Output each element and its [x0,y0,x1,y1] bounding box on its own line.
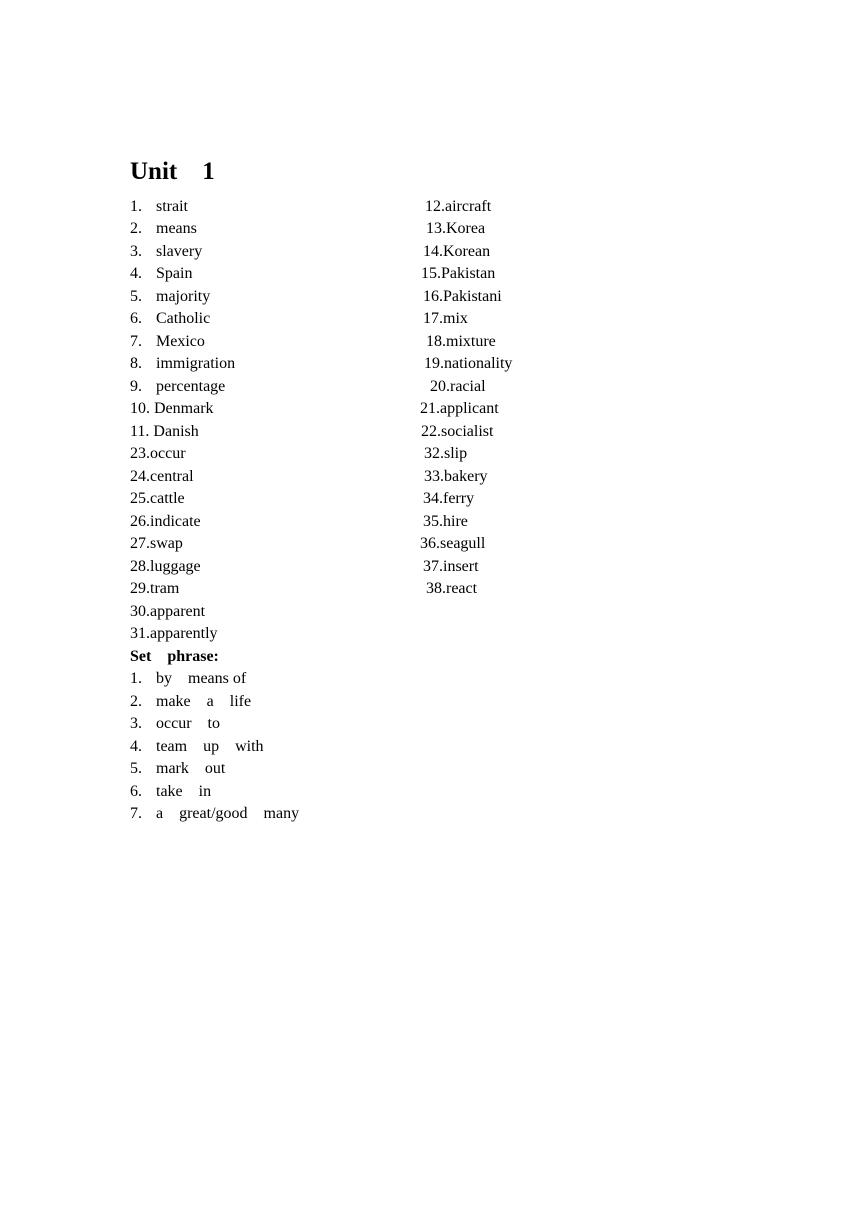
vocab-item-18: 18.mixture [426,333,496,350]
vocab-item-7: 7. Mexico [130,333,205,350]
vocab-item-2: 2. means [130,220,197,237]
vocab-item-14: 14.Korean [423,243,491,260]
vocab-item-4: 4. Spain [130,265,193,282]
phrase-item-4: 4. team up with [130,738,264,755]
vocab-item-19: 19.nationality [424,355,513,372]
phrase-item-5: 5. mark out [130,760,226,777]
set-phrase-heading: Set phrase: [130,648,219,665]
vocab-item-12: 12.aircraft [425,198,492,215]
vocab-item-21: 21.applicant [420,400,499,417]
vocab-item-28: 28.luggage [130,558,201,575]
phrase-item-3: 3. occur to [130,715,220,732]
vocab-item-36: 36.seagull [420,535,486,552]
vocab-item-32: 32.slip [424,445,468,462]
phrase-item-1: 1. by means of [130,670,247,687]
vocab-item-11: 11. Danish [130,423,199,440]
vocab-item-26: 26.indicate [130,513,201,530]
vocab-item-24: 24.central [130,468,194,485]
vocab-item-34: 34.ferry [423,490,475,507]
phrase-item-2: 2. make a life [130,693,252,710]
vocab-item-22: 22.socialist [421,423,494,440]
vocab-item-3: 3. slavery [130,243,203,260]
vocab-item-15: 15.Pakistan [421,265,496,282]
vocab-item-5: 5. majority [130,288,211,305]
vocab-item-1: 1. strait [130,198,188,215]
vocab-item-20: 20.racial [430,378,486,395]
vocab-item-33: 33.bakery [424,468,488,485]
vocab-item-23: 23.occur [130,445,186,462]
vocab-item-10: 10. Denmark [130,400,214,417]
vocab-item-30: 30.apparent [130,603,206,620]
vocab-item-6: 6. Catholic [130,310,211,327]
phrase-item-7: 7. a great/good many [130,805,300,822]
vocab-item-29: 29.tram [130,580,180,597]
vocab-item-25: 25.cattle [130,490,185,507]
vocab-item-38: 38.react [426,580,478,597]
phrase-item-6: 6. take in [130,783,212,800]
vocab-item-31: 31.apparently [130,625,218,642]
vocab-item-17: 17.mix [423,310,468,327]
vocab-item-13: 13.Korea [426,220,486,237]
vocab-item-37: 37.insert [423,558,479,575]
vocab-item-9: 9. percentage [130,378,226,395]
vocab-item-8: 8. immigration [130,355,236,372]
unit-title: Unit 1 [130,158,215,185]
vocab-item-35: 35.hire [423,513,468,530]
vocab-item-16: 16.Pakistani [423,288,502,305]
vocab-item-27: 27.swap [130,535,183,552]
